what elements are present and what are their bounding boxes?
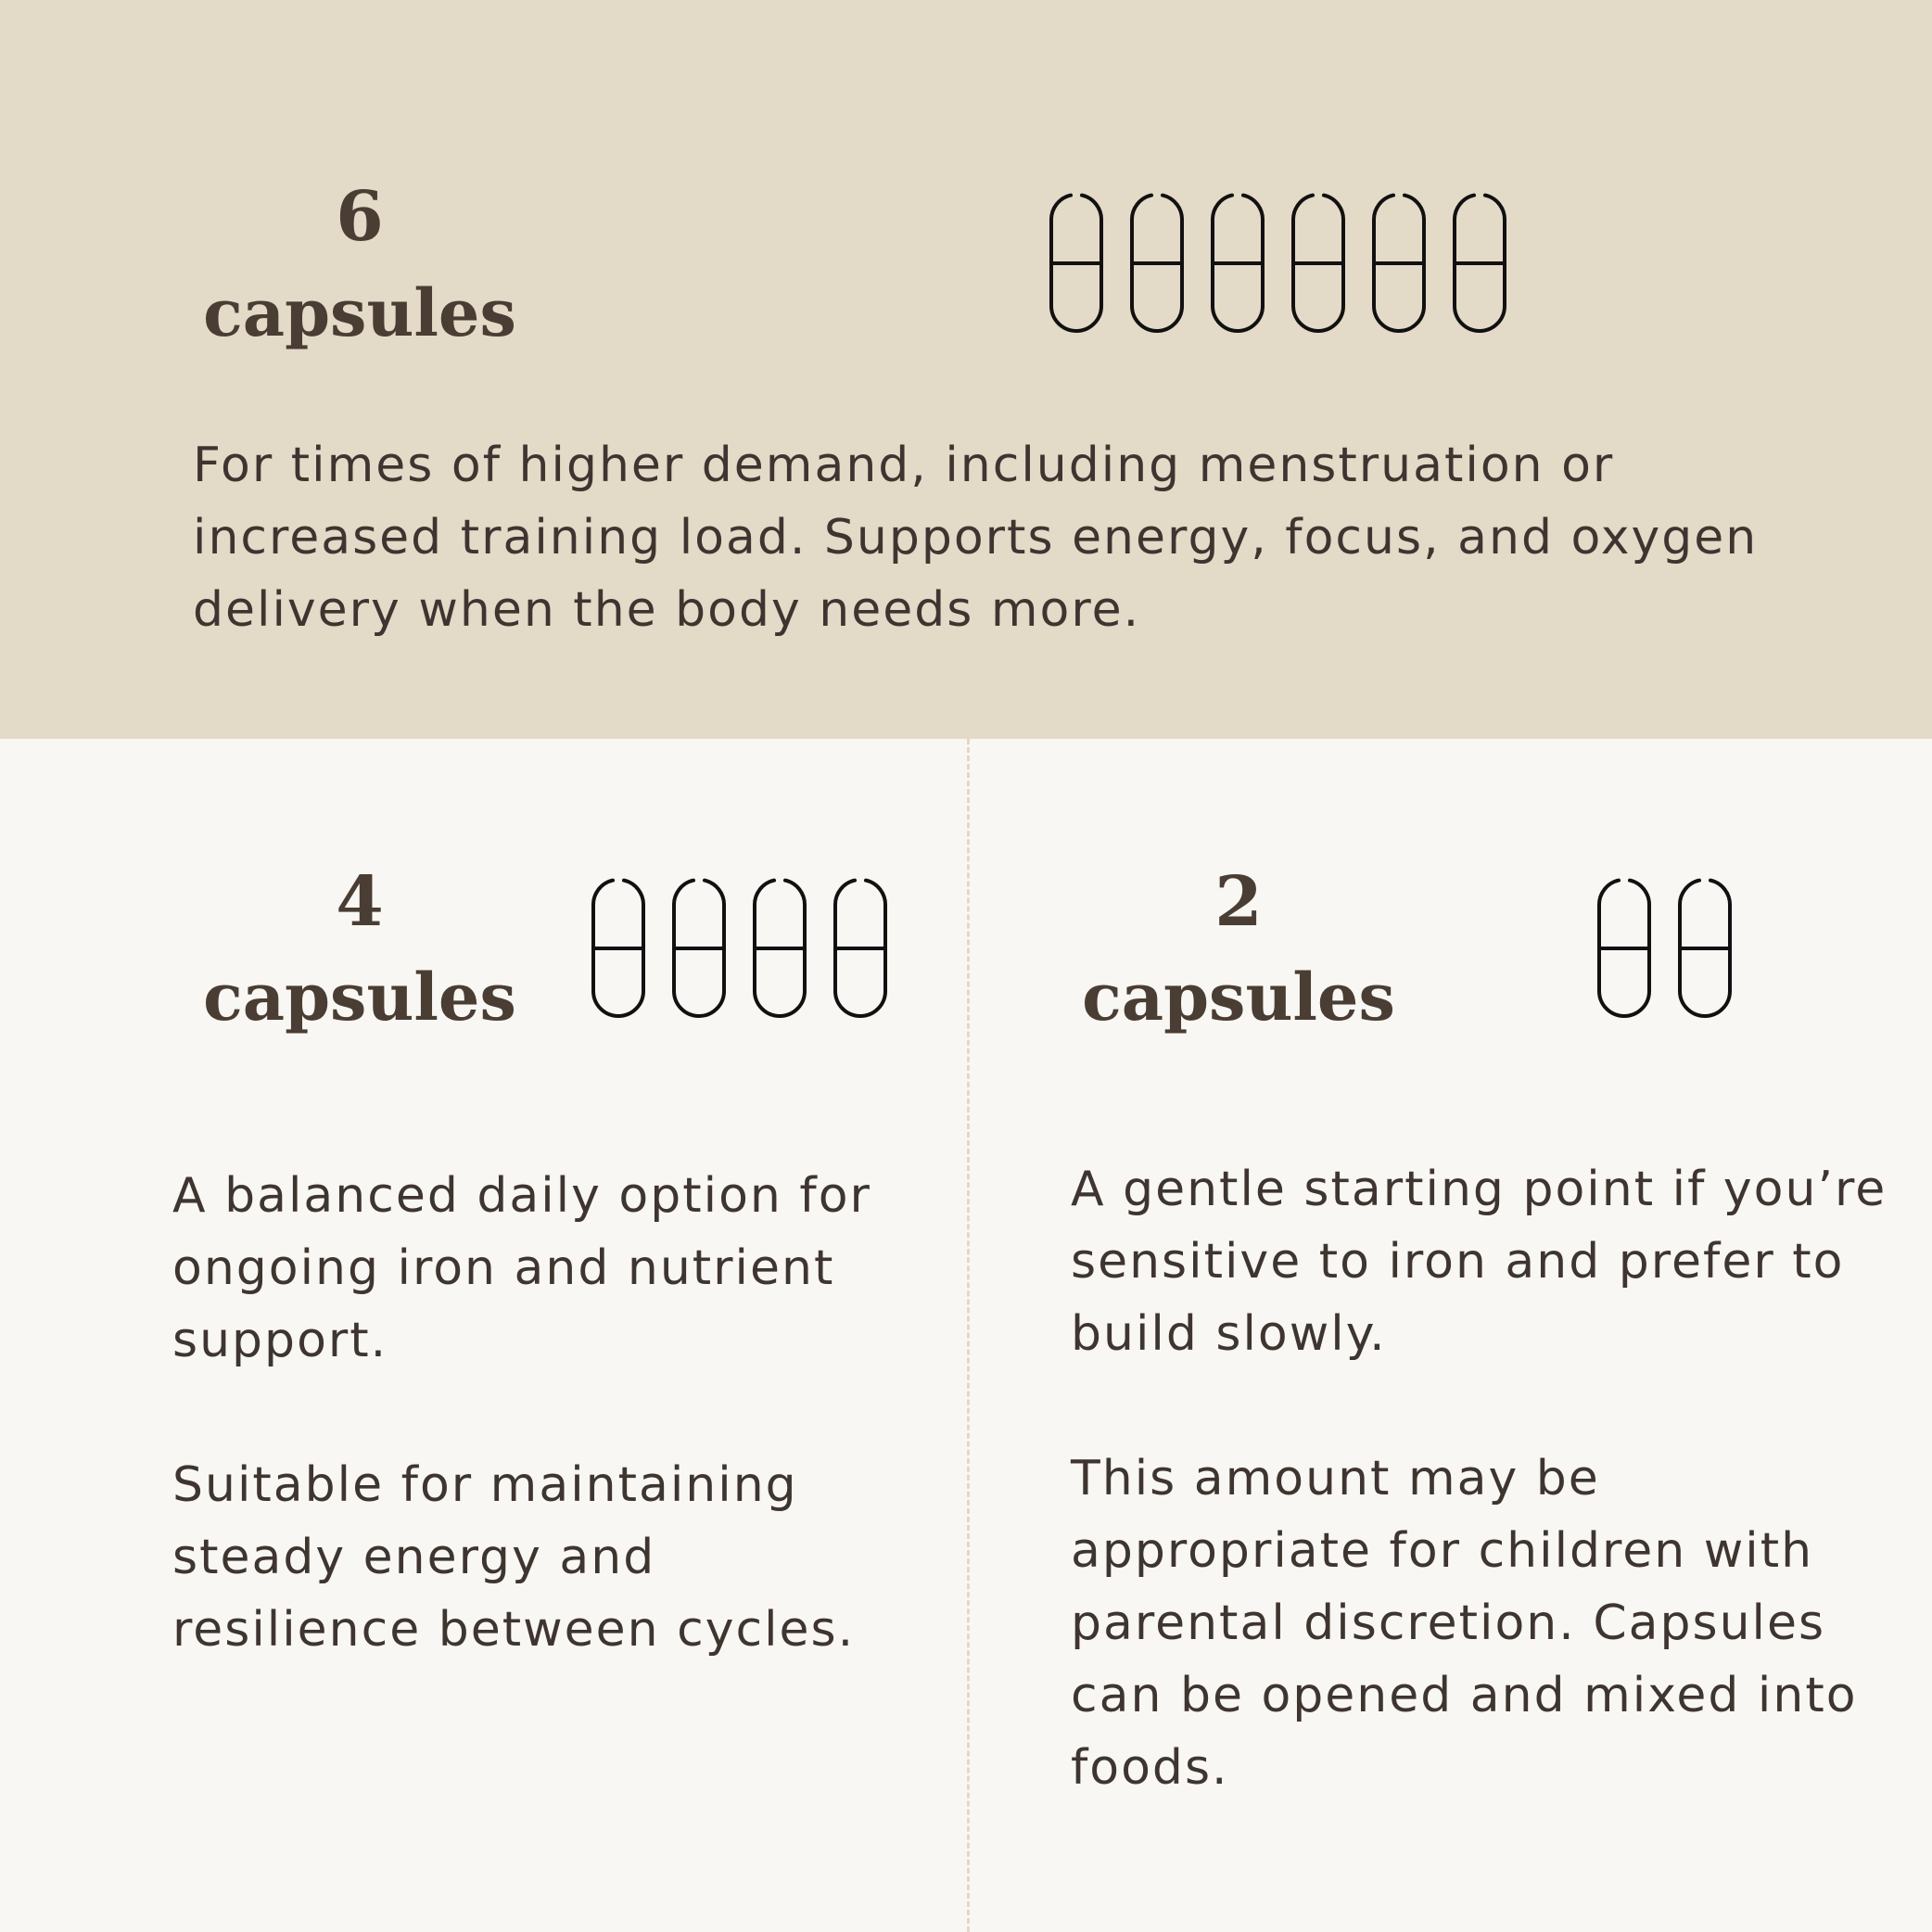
capsule-icon [1210,191,1265,336]
dose-unit-six: capsules [203,274,516,351]
column-divider [967,739,970,1932]
dose-number-four: 4 [336,862,384,942]
capsule-icon [1371,191,1427,336]
capsule-icon [833,876,888,1021]
dose-number-two: 2 [1214,862,1263,942]
capsule-row-six [1049,191,1507,336]
dose-number-six: 6 [336,177,384,257]
capsule-row-four [591,876,888,1021]
capsule-icon [1452,191,1507,336]
capsule-icon [1290,191,1346,336]
description-six: For times of higher demand, including menstruation or increased training load. Supports energy, focus, and oxygen delivery when the body needs more. [193,438,1759,638]
capsule-icon [671,876,727,1021]
description-two-secondary: This amount may be appropriate for children with parental discretion. Capsules can be opened and mixed into foods. [1071,1451,1858,1796]
dose-unit-two: capsules [1082,959,1395,1036]
capsule-icon [1049,191,1104,336]
capsule-row-two [1596,876,1733,1021]
description-two-primary: A gentle starting point if you’re sensitive to iron and prefer to build slowly. [1071,1162,1888,1362]
dose-unit-four: capsules [203,959,516,1036]
description-four-primary: A balanced daily option for ongoing iron and nutrient support. [172,1168,871,1368]
capsule-icon [1129,191,1185,336]
capsule-icon [752,876,807,1021]
capsule-icon [1596,876,1652,1021]
capsule-icon [1677,876,1733,1021]
description-four-secondary: Suitable for maintaining steady energy and resilience between cycles. [172,1457,856,1658]
capsule-icon [591,876,646,1021]
